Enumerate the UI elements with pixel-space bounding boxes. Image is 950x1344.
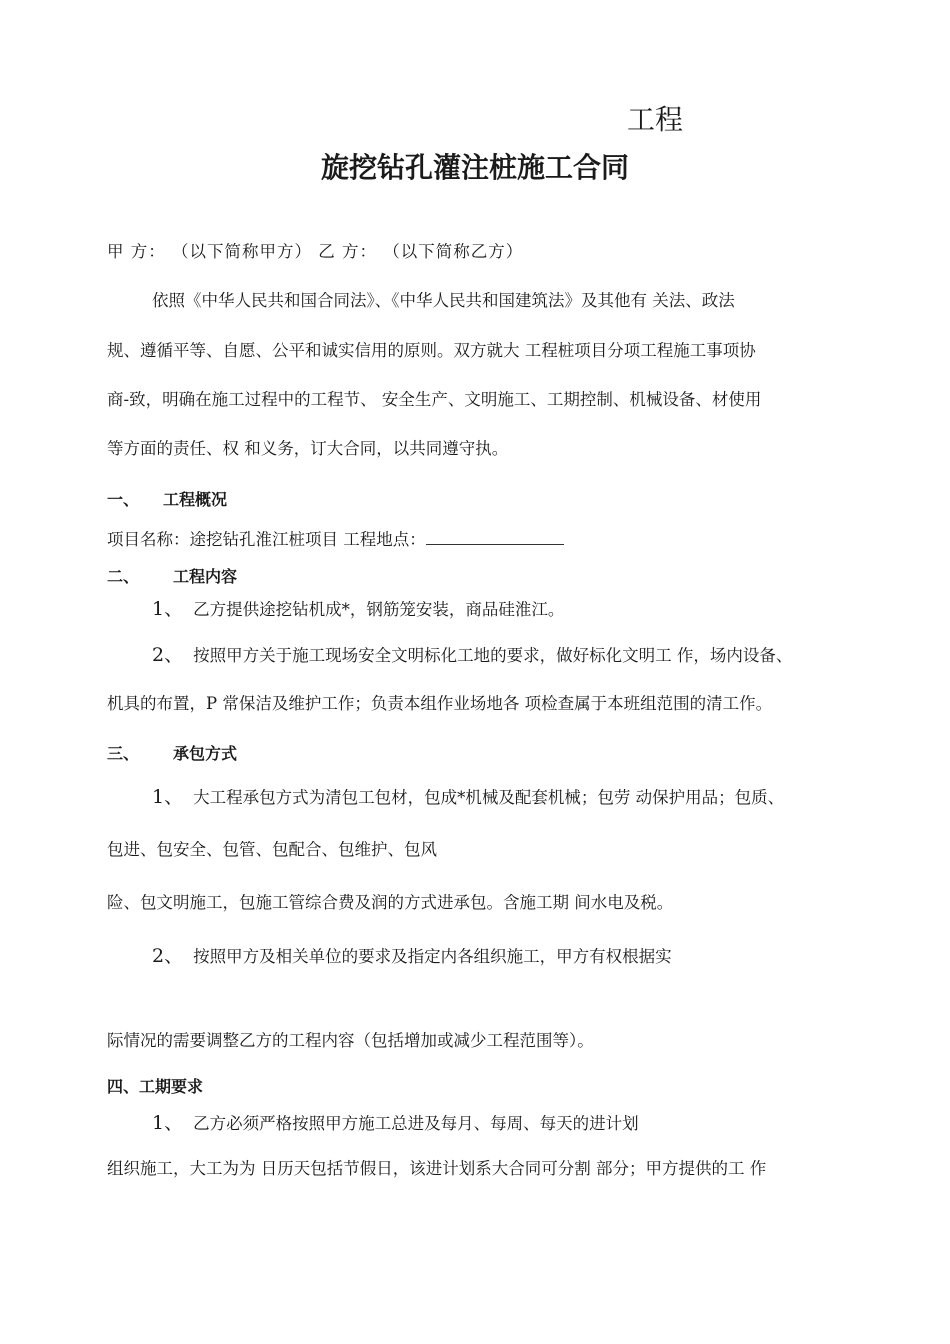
intro-line-4: 等方面的责任、权 和义务，订大合同，以共同遵守执。	[107, 439, 509, 458]
section-1-title: 工程概况	[163, 490, 228, 509]
section-2-item-2-text: 按照甲方关于施工现场安全文明标化工地的要求，做好标化文明工 作，场内设备、	[193, 646, 793, 665]
section-2-title: 工程内容	[173, 567, 238, 586]
section-3-item-1-text: 大工程承包方式为清包工包材，包成*机械及配套机械；包劳 动保护用品；包质、	[193, 788, 785, 807]
section-3-item-1-continued-2: 险、包文明施工，包施工管综合费及润的方式进承包。含施工期 间水电及税。	[107, 893, 674, 912]
section-2-item-1-number: 1、	[152, 598, 184, 620]
section-1-number: 一、	[107, 490, 140, 509]
parties-line: 甲 方： （以下简称甲方） 乙 方： （以下简称乙方）	[107, 242, 524, 261]
section-3-item-2	[152, 945, 672, 968]
section-3-title: 承包方式	[173, 744, 238, 763]
intro-line-1: 依照《中华人民共和国合同法》、《中华人民共和国建筑法》及其他有 关法、政法	[152, 291, 735, 310]
section-1-heading	[107, 489, 227, 511]
section-4-item-1-number: 1、	[152, 1112, 184, 1134]
section-4-item-1-text: 乙方必须严格按照甲方施工总进及每月、每周、每天的进计划	[193, 1114, 639, 1133]
section-2-item-1	[152, 598, 564, 621]
section-2-item-2-continued: 机具的布置，P 常保洁及维护工作；负责本组作业场地各 项检查属于本班组范围的清工作。	[107, 694, 773, 713]
title-project: 工程	[627, 103, 684, 136]
project-info-label: 项目名称：途挖钻孔淮江桩项目 工程地点：	[107, 530, 426, 549]
intro-line-2: 规、遵循平等、自愿、公平和诚实信用的原则。双方就大 工程桩项目分项工程施工事项协	[107, 341, 756, 360]
section-3-item-1-continued-1: 包进、包安全、包管、包配合、包维护、包风	[107, 840, 437, 859]
section-3-item-2-number: 2、	[152, 945, 184, 967]
section-3-item-1	[152, 786, 784, 809]
section-4-item-1	[152, 1112, 639, 1135]
section-2-heading	[107, 566, 237, 588]
project-location-blank	[426, 530, 564, 545]
project-info-line	[107, 529, 564, 551]
section-4-heading: 四、工期要求	[107, 1077, 204, 1096]
intro-line-3: 商-致，明确在施工过程中的工程节、 安全生产、文明施工、工期控制、机械设备、材使用	[107, 390, 762, 409]
section-3-item-1-number: 1、	[152, 786, 184, 808]
section-3-item-2-text: 按照甲方及相关单位的要求及指定内各组织施工，甲方有权根据实	[193, 947, 672, 966]
section-3-item-2-continued: 际情况的需要调整乙方的工程内容（包括增加或减少工程范围等）。	[107, 1031, 594, 1050]
section-2-item-2	[152, 644, 792, 667]
section-4-item-1-continued: 组织施工，大工为为 日历天包括节假日，该进计划系大合同可分割 部分；甲方提供的工 作	[107, 1159, 767, 1178]
section-3-number: 三、	[107, 744, 140, 763]
section-2-item-1-text: 乙方提供途挖钻机成*，钢筋笼安装，商品硅淮江。	[193, 600, 565, 619]
section-2-number: 二、	[107, 567, 140, 586]
section-2-item-2-number: 2、	[152, 644, 184, 666]
section-3-heading	[107, 743, 237, 765]
title-contract: 旋挖钻孔灌注桩施工合同	[320, 151, 629, 184]
